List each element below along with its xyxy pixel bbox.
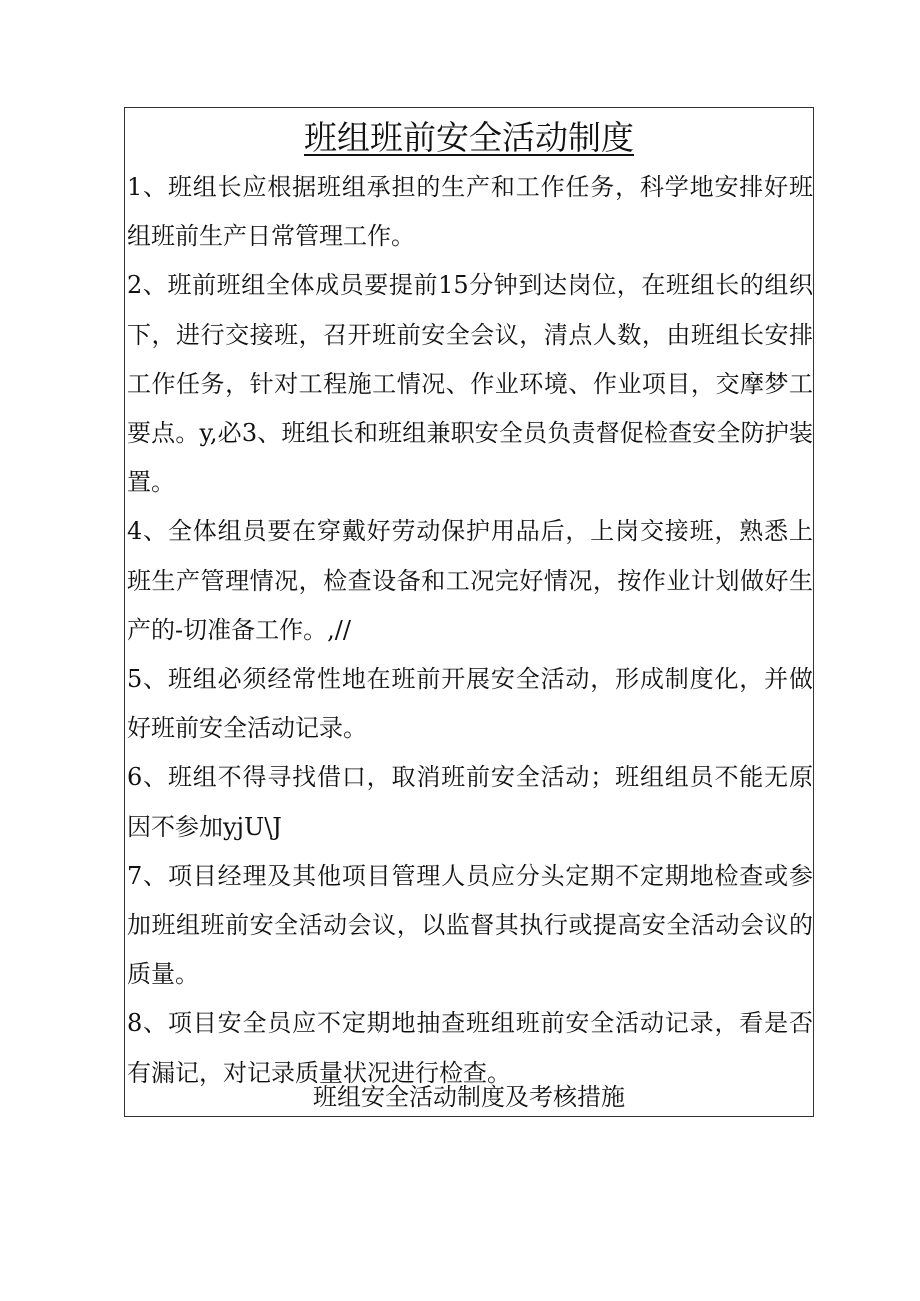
paragraph-6: 6、班组不得寻找借口，取消班前安全活动；班组组员不能无原因不参加yjU\J xyxy=(127,763,813,841)
paragraph-5: 5、班组必须经常性地在班前开展安全活动，形成制度化，并做好班前安全活动记录。 xyxy=(127,665,813,743)
paragraph-8: 8、项目安全员应不定期地抽查班组班前安全活动记录，看是否有漏记，对记录质量状况进行检查。 xyxy=(127,1009,813,1087)
paragraph-1: 1、班组长应根据班组承担的生产和工作任务，科学地安排好班组班前生产日常管理工作。 xyxy=(127,173,813,251)
paragraph-4: 4、全体组员要在穿戴好劳动保护用品后，上岗交接班，熟悉上班生产管理情况，检查设备和工况完好情况，按作业计划做好生产的-切准备工作。,// xyxy=(127,517,813,644)
paragraph-2: 2、班前班组全体成员要提前15分钟到达岗位，在班组长的组织下，进行交接班，召开班前安全会议，清点人数，由班组长安排工作任务，针对工程施工情况、作业环境、作业项目，交摩梦工要点。y,必3、班组长和班组兼职安全员负责督促检查安全防护装置。 xyxy=(127,271,813,497)
document-title: 班组班前安全活动制度 xyxy=(304,118,634,157)
paragraph-7: 7、项目经理及其他项目管理人员应分头定期不定期地检查或参加班组班前安全活动会议，以监督其执行或提高安全活动会议的质量。 xyxy=(127,861,813,989)
document-body xyxy=(127,163,813,1098)
document-frame xyxy=(124,107,814,1117)
document-footer-caption: 班组安全活动制度及考核措施 xyxy=(313,1083,625,1111)
